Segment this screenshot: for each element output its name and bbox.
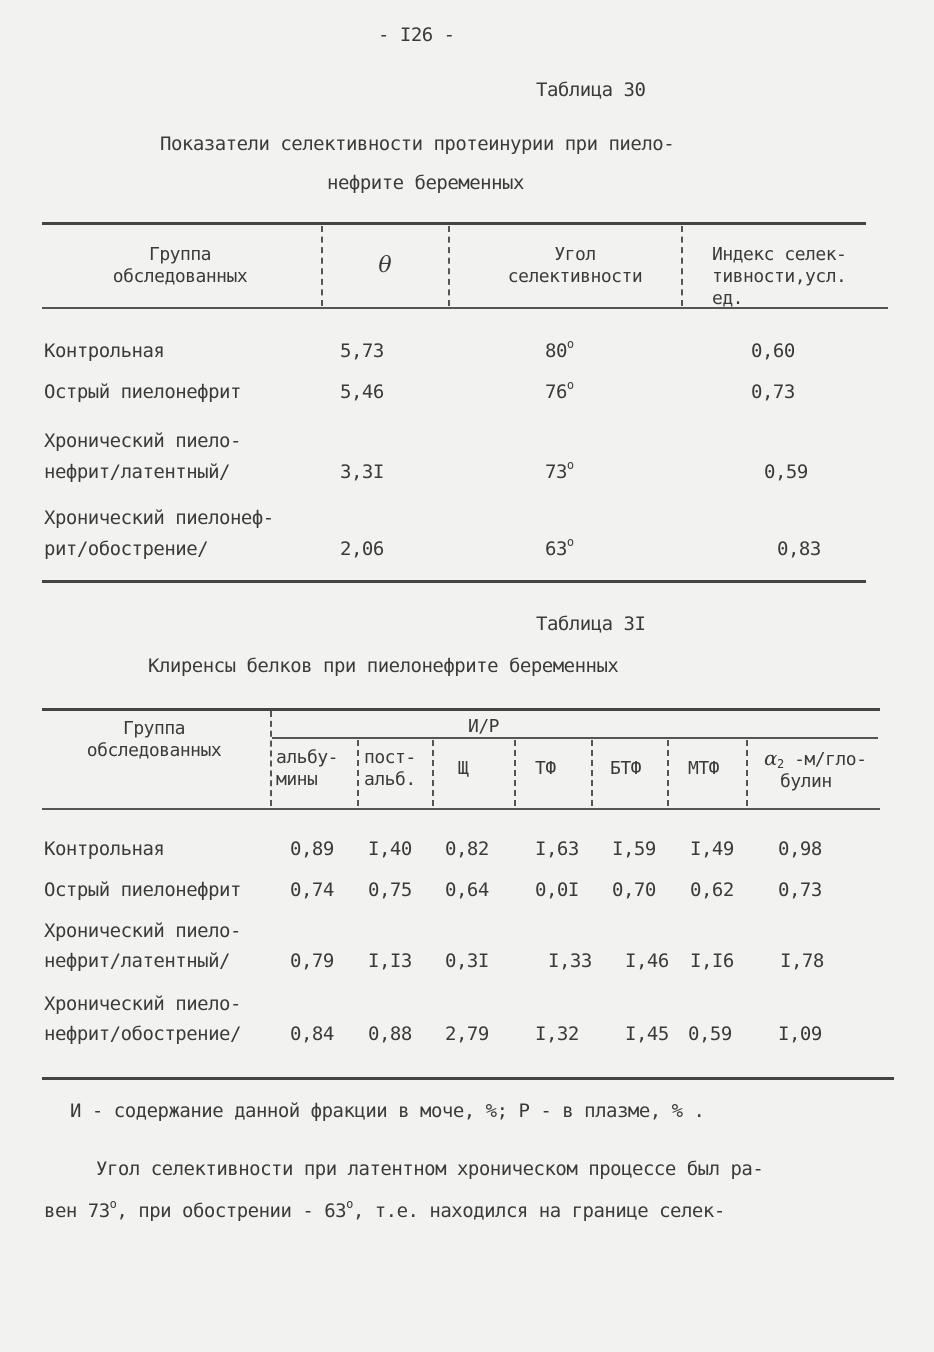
table31-header-alpha: $\alpha_2$ -м/гло- булин xyxy=(764,746,867,792)
row-theta-value: 2,06 xyxy=(340,538,384,560)
row-group-label: Контрольная xyxy=(44,340,165,362)
row-angle-value: 63$^o$ xyxy=(545,535,574,560)
header-index-line3: ед. xyxy=(712,288,744,309)
table30-header-index xyxy=(712,244,846,310)
row-group-label: Острый пиелонефрит xyxy=(44,381,241,403)
row-angle-value: 80$^o$ xyxy=(545,337,574,362)
table30-header-theta: θ xyxy=(378,253,392,278)
row-group-label: рит/обострение/ xyxy=(44,538,209,560)
row-group-label: нефрит/латентный/ xyxy=(44,461,230,483)
row-value: 0,89 xyxy=(290,838,334,860)
row-value: I,78 xyxy=(780,950,824,972)
row-group-label: Хронический пиело- xyxy=(44,993,241,1015)
row-value: 0,84 xyxy=(290,1023,334,1045)
row-value: I,45 xyxy=(625,1023,669,1045)
table31-col-divider xyxy=(270,711,272,806)
row-value: I,32 xyxy=(535,1023,579,1045)
row-value: 0,64 xyxy=(445,879,489,901)
table30-col-divider xyxy=(681,226,683,306)
table31-col-divider xyxy=(667,740,669,806)
row-value: I,I3 xyxy=(368,950,412,972)
row-index-value: 0,83 xyxy=(777,538,821,560)
table30-col-divider xyxy=(448,226,450,306)
row-index-value: 0,60 xyxy=(751,340,795,362)
row-group-label: Хронический пиелонеф- xyxy=(44,507,274,529)
header-index-line2: тивности,усл. xyxy=(712,266,847,287)
table31-col-divider xyxy=(357,740,359,806)
row-value: 0,98 xyxy=(778,838,822,860)
table31-top-rule xyxy=(42,708,880,711)
table31-label: Таблица 3I xyxy=(536,613,646,635)
row-value: 0,82 xyxy=(445,838,489,860)
header-group-line1: Группа xyxy=(148,244,212,265)
table30-header-group xyxy=(60,244,300,288)
row-value: 0,70 xyxy=(612,879,656,901)
table31-header-col: МТФ xyxy=(688,758,720,779)
table31-col-divider xyxy=(514,740,516,806)
table31-footnote: И - содержание данной фракции в моче, %; Р - в плазме, % . xyxy=(70,1100,705,1122)
table31-header-col: пост- альб. xyxy=(364,747,416,790)
row-value: I,46 xyxy=(625,950,669,972)
row-angle-value: 73$^o$ xyxy=(545,458,574,483)
table31-header-col: Щ xyxy=(458,758,469,779)
body-paragraph-line2: вен 73$^o$, при обострении - 63$^o$, т.е. находился на границе селек- xyxy=(44,1197,725,1222)
header-group-line2: обследованных xyxy=(112,266,248,287)
row-value: 0,3I xyxy=(445,950,489,972)
row-theta-value: 5,73 xyxy=(340,340,384,362)
table30-title-line1: Показатели селективности протеинурии при пиело- xyxy=(160,133,675,155)
table30-bottom-rule xyxy=(42,580,866,583)
row-value: 0,79 xyxy=(290,950,334,972)
row-value: I,33 xyxy=(548,950,592,972)
header-group-line1: Группа xyxy=(122,718,186,739)
table30-col-divider xyxy=(321,226,323,306)
header-angle-line1: Угол xyxy=(554,244,596,265)
row-value: 2,79 xyxy=(445,1023,489,1045)
page-number: - I26 - xyxy=(378,24,455,46)
row-value: 0,62 xyxy=(690,879,734,901)
table31-header-rule xyxy=(42,808,880,810)
row-index-value: 0,73 xyxy=(751,381,795,403)
table31-header-group xyxy=(44,718,264,762)
row-value: 0,74 xyxy=(290,879,334,901)
row-group-label: Хронический пиело- xyxy=(44,430,241,452)
row-value: I,63 xyxy=(535,838,579,860)
row-value: 0,75 xyxy=(368,879,412,901)
row-group-label: нефрит/латентный/ xyxy=(44,950,230,972)
table31-col-divider xyxy=(746,740,748,806)
header-index-line1: Индекс селек- xyxy=(712,244,847,265)
row-angle-value: 76$^o$ xyxy=(545,378,574,403)
body-paragraph-line1: Угол селективности при латентном хроническом процессе был ра- xyxy=(96,1158,764,1180)
table31-col-divider xyxy=(432,740,434,806)
row-group-label: Контрольная xyxy=(44,838,165,860)
header-group-line2: обследованных xyxy=(86,740,222,761)
row-index-value: 0,59 xyxy=(764,461,808,483)
row-value: 0,0I xyxy=(535,879,579,901)
row-group-label: Острый пиелонефрит xyxy=(44,879,241,901)
row-group-label: нефрит/обострение/ xyxy=(44,1023,241,1045)
row-theta-value: 5,46 xyxy=(340,381,384,403)
row-value: 0,59 xyxy=(688,1023,732,1045)
table31-header-col: ТФ xyxy=(535,758,556,779)
table30-title-line2: нефрите беременных xyxy=(327,172,524,194)
row-group-label: Хронический пиело- xyxy=(44,920,241,942)
row-value: I,49 xyxy=(690,838,734,860)
table31-bottom-rule xyxy=(42,1077,894,1080)
table31-col-divider xyxy=(591,740,593,806)
row-theta-value: 3,3I xyxy=(340,461,384,483)
row-value: I,59 xyxy=(612,838,656,860)
row-value: 0,73 xyxy=(778,879,822,901)
row-value: 0,88 xyxy=(368,1023,412,1045)
table31-header-col: альбу- мины xyxy=(276,747,339,790)
table31-title: Клиренсы белков при пиелонефрите беременных xyxy=(148,655,619,677)
row-value: I,I6 xyxy=(690,950,734,972)
table31-header-ip: И/Р xyxy=(468,716,500,737)
row-value: I,40 xyxy=(368,838,412,860)
table30-label: Таблица 30 xyxy=(536,79,646,101)
header-angle-line2: селективности xyxy=(507,266,643,287)
table30-top-rule xyxy=(42,222,866,225)
row-value: I,09 xyxy=(778,1023,822,1045)
table31-header-col: БТФ xyxy=(610,758,642,779)
table30-header-angle xyxy=(470,244,680,288)
table31-ip-rule xyxy=(272,737,878,739)
